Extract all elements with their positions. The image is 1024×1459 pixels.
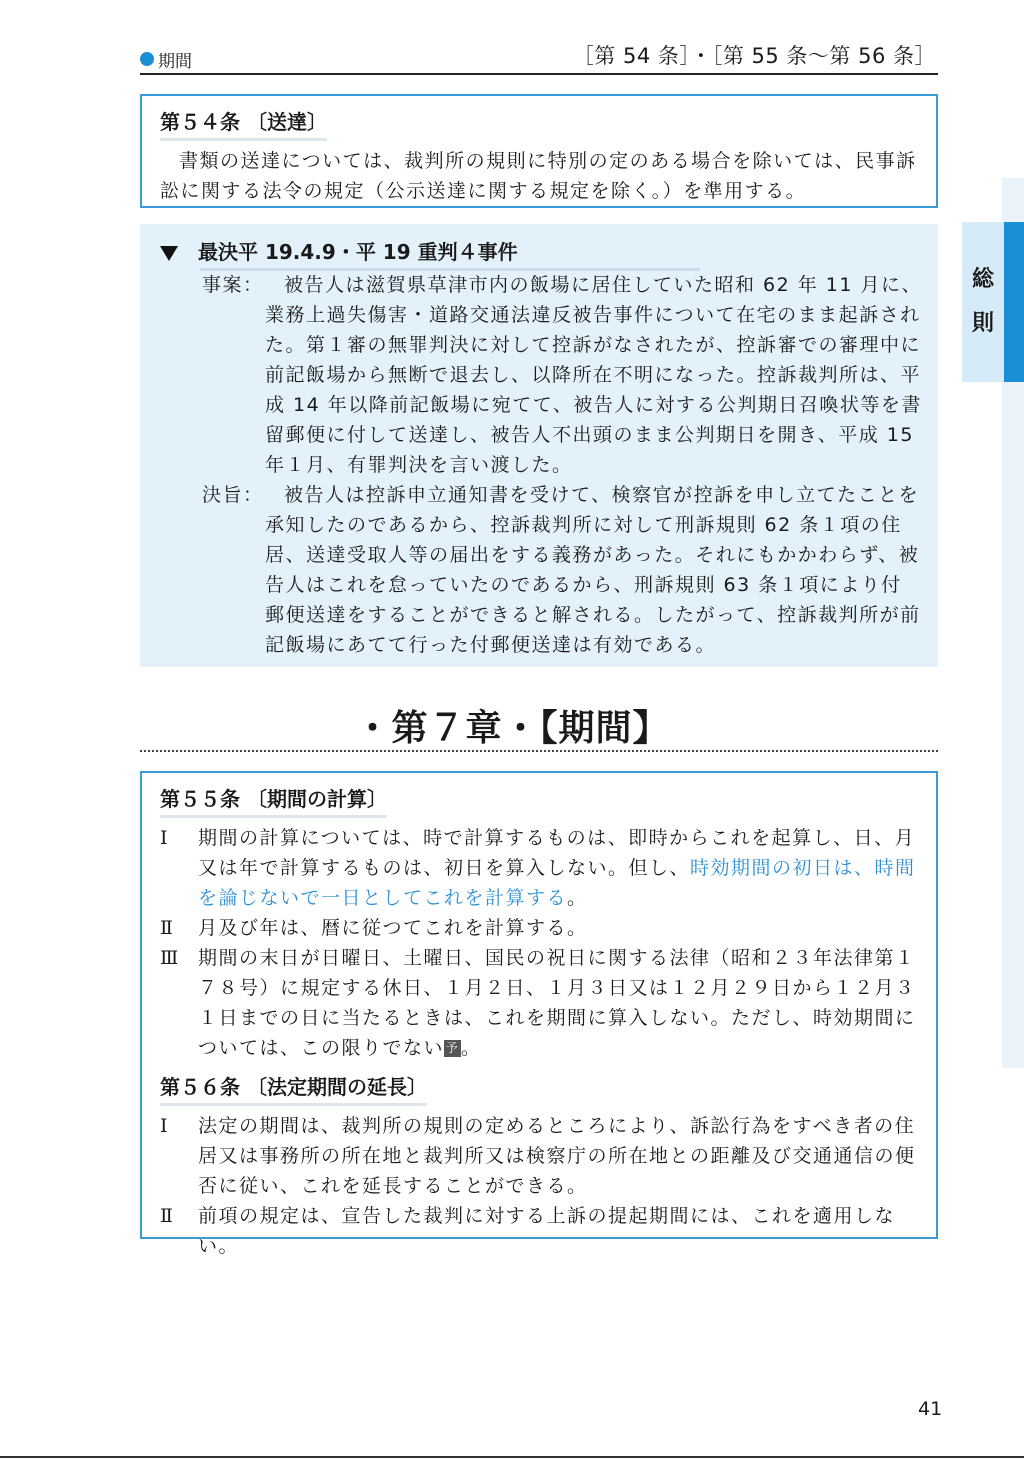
p2-text: 前項の規定は、宣告した裁判に対する上訴の提起期間には、これを適用しない。 [198, 1205, 896, 1257]
running-header-articles: ［第 54 条］・［第 55 条〜第 56 条］ [572, 44, 936, 68]
page-number: 41 [918, 1398, 943, 1420]
case-holding [202, 480, 922, 660]
side-tab-accent-bar [1004, 222, 1024, 382]
side-tab-label [962, 258, 1004, 346]
facts-text: 被告人は滋賀県草津市内の飯場に居住していた昭和 62 年 11 月に、業務上過失傷害・道路交通法違反被告事件について在宅のまま起訴された。第１審の無罪判決に対して控訴がなされたが、控訴審での審理中に前記飯場から無断で退去し、以降所在不明になった。控訴裁判所は、平成 14 年以降前記飯場に宛てて、被告人に対する公判期日召喚状等を書留郵便に付して送達し、被告人不出頭のまま公判期日を開き、平成 15 年１月、有罪判決を言い渡した。 [265, 274, 923, 476]
article-55-title: 第５５条 〔期間の計算〕 [160, 783, 387, 818]
article-54-text: 書類の送達については、裁判所の規則に特別の定のある場合を除いては、民事訴訟に関する法令の規定（公示送達に関する規定を除く。）を準用する。 [160, 150, 917, 202]
side-tab-char-2: 則 [971, 311, 994, 336]
section-name: 期間 [158, 51, 192, 72]
page-bottom-rule [0, 1456, 1024, 1458]
header-rule [140, 73, 938, 75]
p1-text: 法定の期間は、裁判所の規則の定めるところにより、訴訟行為をすべき者の住居又は事務所の所在地と裁判所又は検察庁の所在地との距離及び交通通信の便否に従い、これを延長することができる。 [198, 1115, 916, 1197]
paragraph-number: Ⅰ [160, 827, 170, 849]
case-title-text: 最決平 19.4.9・平 19 重判４事件 [198, 240, 518, 264]
article-56-paragraph-2 [160, 1201, 918, 1261]
holding-text: 被告人は控訴申立通知書を受けて、検察官が控訴を申し立てたことを承知したのであるから、控訴裁判所に対して刑訴規則 62 条１項の住居、送達受取人等の届出をする義務があった。それにもかかわらず、被告人はこれを怠っていたのであるから、刑訴規則 63 条１項により付郵便送達をすることができると解される。したがって、控訴裁判所が前記飯場にあてて行った付郵便送達は有効である。 [265, 484, 921, 656]
chapter-heading: ・第７章・【期間】 [354, 708, 670, 749]
case-facts [202, 270, 922, 480]
articles-55-56-box [140, 771, 938, 1257]
article-54-title: 第５４条 〔送達〕 [160, 106, 327, 141]
article-55-paragraph-1 [160, 823, 918, 913]
yobi-mark-icon: 予 [445, 1041, 460, 1055]
bullet-dot-icon [140, 52, 154, 66]
paragraph-number: Ⅲ [160, 947, 180, 969]
case-title [160, 236, 518, 265]
case-panel [140, 224, 938, 667]
p1-text: 期間の計算については、時で計算するものは、即時からこれを起算し、日、月又は年で計算するものは、初日を算入しない。但し、 [198, 827, 916, 879]
article-54-box [140, 94, 938, 208]
p3-end: 。 [461, 1037, 482, 1059]
p2-text: 月及び年は、暦に従つてこれを計算する。 [198, 917, 588, 939]
article-56-title: 第５６条 〔法定期間の延長〕 [160, 1071, 427, 1106]
p1-highlight: 時効期間の初日は、時間を論じないで一日としてこれを計算する [198, 857, 916, 909]
article-55-paragraph-3 [160, 943, 918, 1063]
paragraph-number: Ⅰ [160, 1115, 170, 1137]
facts-label: 事案： [202, 274, 264, 296]
p1-end: 。 [567, 887, 588, 909]
triangle-down-icon [160, 246, 178, 261]
side-tab-char-1: 総 [971, 267, 994, 292]
paragraph-number: Ⅱ [160, 917, 175, 939]
chapter-dotted-rule [140, 750, 938, 752]
article-55-paragraph-2 [160, 913, 918, 943]
paragraph-number: Ⅱ [160, 1205, 175, 1227]
p3-text: 期間の末日が日曜日、土曜日、国民の祝日に関する法律（昭和２３年法律第１７８号）に規定する休日、１月２日、１月３日又は１２月２９日から１２月３１日までの日に当たるときは、これを期間に算入しない。ただし、時効期間については、この限りでない [198, 947, 916, 1059]
holding-label: 決旨： [202, 484, 264, 506]
running-header-section [140, 44, 192, 74]
article-56-paragraph-1 [160, 1111, 918, 1201]
